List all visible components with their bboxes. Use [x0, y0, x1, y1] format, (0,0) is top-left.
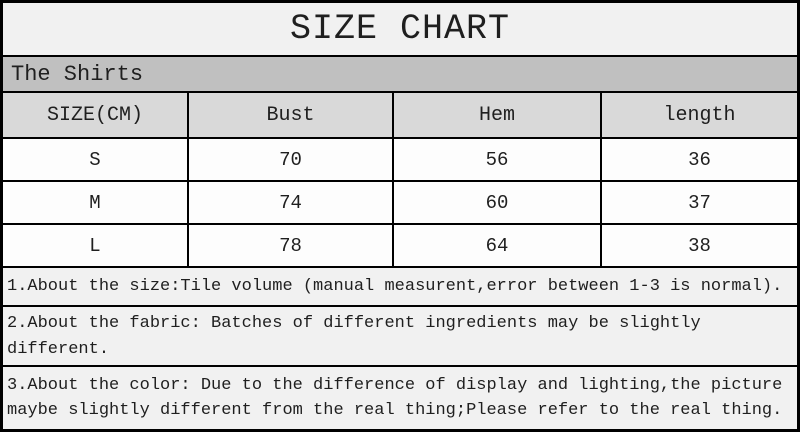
table-row-l	[3, 225, 797, 268]
header-cell-bust: Bust	[189, 93, 394, 137]
cell-size: S	[3, 139, 189, 180]
table-row-s	[3, 139, 797, 182]
header-cell-length: length	[663, 103, 736, 127]
header-cell-size-cm: SIZE(CM)	[3, 93, 189, 137]
page-title: SIZE CHART	[289, 9, 511, 49]
cell-size: L	[3, 225, 189, 266]
cell-hem: 56	[394, 139, 602, 180]
cell-length: 36	[688, 148, 711, 171]
cell-bust: 74	[189, 182, 394, 223]
header-cell-hem: Hem	[394, 93, 602, 137]
cell-length: 37	[688, 191, 711, 214]
cell-bust: 78	[189, 225, 394, 266]
note-text: 3.About the color: Due to the difference of display and lighting,the picture maybe slightly different from the real thing;Please refer to the real thing.	[7, 376, 783, 420]
cell-size: M	[3, 182, 189, 223]
cell-hem: 60	[394, 182, 602, 223]
cell-bust: 70	[189, 139, 394, 180]
note-about-fabric	[3, 307, 797, 367]
cell-length: 38	[688, 234, 711, 257]
note-text: 2.About the fabric: Batches of different ingredients may be slightly different.	[7, 314, 701, 359]
note-about-size	[3, 268, 797, 307]
product-name: The Shirts	[11, 61, 144, 87]
note-about-color	[3, 367, 797, 429]
table-row-m	[3, 182, 797, 225]
note-text: 1.About the size:Tile volume (manual measurent,error between 1-3 is normal).	[7, 276, 783, 296]
cell-hem: 64	[394, 225, 602, 266]
table-header-row	[3, 93, 797, 139]
product-name-bar	[3, 57, 797, 93]
title-bar	[3, 3, 797, 57]
